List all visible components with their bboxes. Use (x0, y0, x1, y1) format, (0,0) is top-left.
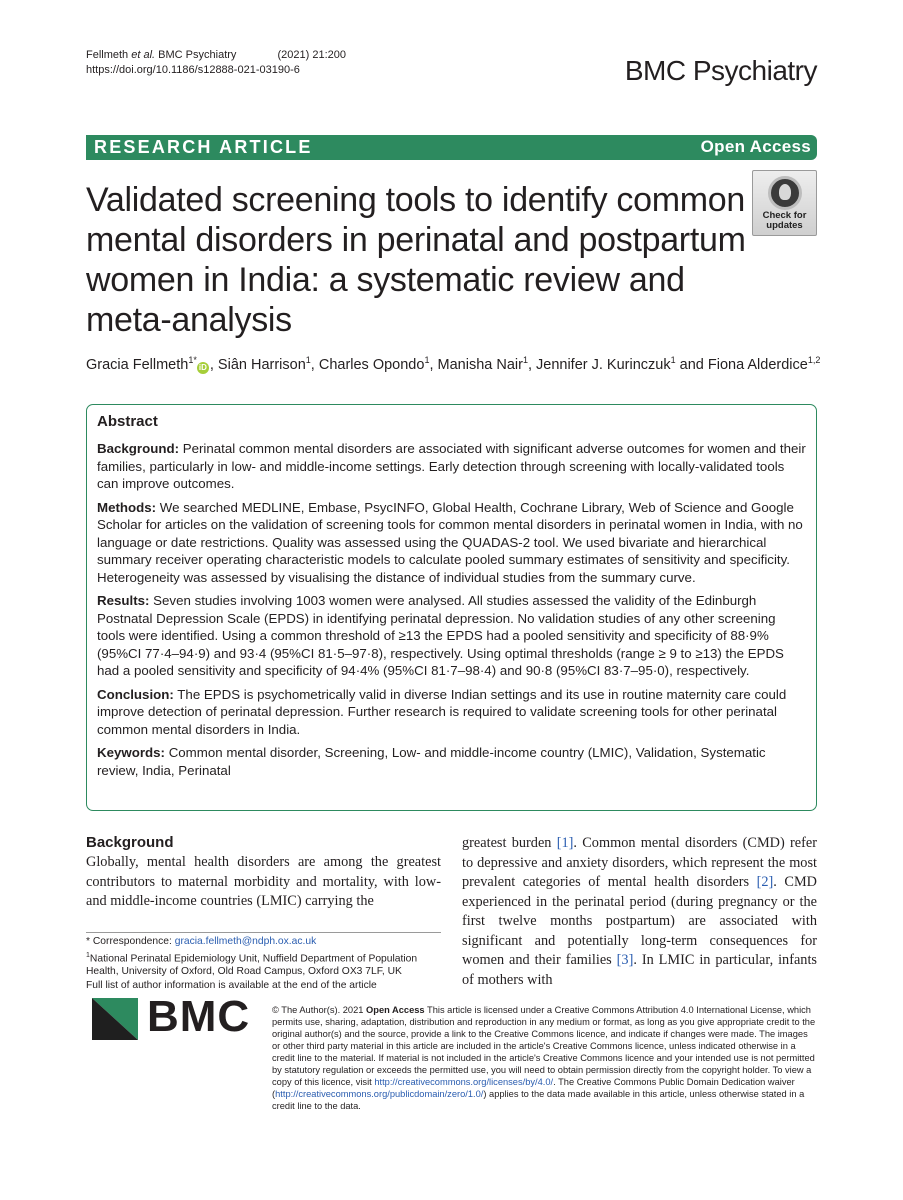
article-type-banner (86, 135, 817, 160)
author-name[interactable]: Fiona Alderdice (707, 356, 808, 373)
citation-link[interactable]: [1] (556, 835, 574, 851)
cc-by-license-link[interactable]: http://creativecommons.org/licenses/by/4.0/ (374, 1077, 554, 1087)
running-header (86, 48, 346, 78)
authors-conjunction: and (679, 356, 704, 373)
check-for-updates-button[interactable] (752, 170, 817, 236)
author-name[interactable]: Jennifer J. Kurinczuk (536, 356, 671, 373)
body-text-left-column: Globally, mental health disorders are among the greatest contributors to maternal morbidity and mortality, with low- and middle-income countries (LMIC) carrying the (86, 854, 441, 909)
check-for-updates-text: Check for updates (762, 210, 807, 231)
citation-year-volume: (2021) 21:200 (277, 49, 346, 61)
author-list: Gracia Fellmeth$^{1*}$iD , Siân Harrison$^1$, Charles Opondo$^1$, Manisha Nair$^1$, Jennifer J. Kurinczuk$^1$ and Fiona Alderdice$^{1,2}$ (86, 355, 821, 373)
correspondence-email-link[interactable]: gracia.fellmeth@ndph.ox.ac.uk (174, 936, 317, 947)
author-name[interactable]: Siân Harrison (217, 356, 306, 373)
author-name[interactable]: Gracia Fellmeth (86, 356, 189, 373)
body-text-right-column: greatest burden [1]. Common mental disorders (CMD) refer to depressive and anxiety disorders, which represent the most prevalent categories of mental health disorders [2]. CMD experienced in the perinatal period (during pregnancy or the first twelve months postpartum) are associated with significant and potentially long-term consequences for women and their families [3]. In LMIC in particular, infants of mothers with (462, 835, 817, 988)
bmc-publisher-logo (92, 992, 262, 1042)
article-title: Validated screening tools to identify common mental disorders in perinatal and postpartum women in India: a systematic review and meta-analysis (86, 181, 746, 339)
affiliation: National Perinatal Epidemiology Unit, Nuffield Department of Population Health, University of Oxford, Old Road Campus, Oxford OX3 7LF, UK (86, 952, 418, 978)
section-heading-background: Background (86, 834, 174, 851)
abstract-methods: Methods: We searched MEDLINE, Embase, PsycINFO, Global Health, Cochrane Library, Web of Science and Google Scholar for articles on the validation of screening tools for common mental disorders in perinatal women in India, with no language or date restrictions. Quality was assessed using the QUADAS-2 tool. We used bivariate and hierarchical summary receiver operating characteristic models to calculate pooled summary estimates of sensitivity and specificity. Heterogeneity was assessed by visualising the distance of individual studies from the summary curve. (97, 499, 803, 585)
citation-link[interactable]: [2] (756, 874, 774, 890)
author-name[interactable]: Manisha Nair (437, 356, 523, 373)
check-for-updates-icon (768, 176, 802, 210)
citation-link[interactable]: [3] (616, 952, 634, 968)
abstract-results: Results: Seven studies involving 1003 women were analysed. All studies assessed the validity of the Edinburgh Postnatal Depression Scale (EPDS) in identifying perinatal depression. No validation studies of any other screening tools were identified. Using a common threshold of ≥13 the EPDS had a pooled sensitivity and specificity of 88·9% (95%CI 77·4–94·9) and 93·4 (95%CI 81·5–97·8), respectively. Using optimal thresholds (range ≥ 9 to ≥13) the EPDS had a pooled sensitivity and specificity of 94·4% (95%CI 81·7–98·4) and 90·8 (95%CI 83·7–95·0), respectively. (97, 593, 784, 678)
abstract-box (86, 404, 817, 811)
bmc-logo-icon (92, 998, 138, 1040)
bmc-logo-text: BMC (147, 992, 251, 1041)
abstract-background: Background: Perinatal common mental disorders are associated with significant adverse outcomes for women and their families, particularly in low- and middle-income settings. Early detection through screening with locally-validated tools can improve outcomes. (97, 441, 806, 491)
cc-zero-waiver-link[interactable]: http://creativecommons.org/publicdomain/zero/1.0/ (275, 1089, 484, 1099)
footnotes: * Correspondence: gracia.fellmeth@ndph.ox.ac.uk $^1$National Perinatal Epidemiology Unit, Nuffield Department of Population Health, University of Oxford, Old Road Campus, Oxford OX3 7LF, UK Full list of author information is available at the end of the article (86, 935, 446, 992)
author-name[interactable]: Charles Opondo (318, 356, 425, 373)
doi-link[interactable]: https://doi.org/10.1186/s12888-021-03190-6 (86, 64, 300, 76)
orcid-icon[interactable]: iD (198, 362, 207, 372)
citation-author: Fellmeth (86, 49, 129, 61)
citation-etal: et al. (131, 49, 156, 61)
open-access-label: Open Access (700, 137, 811, 156)
full-author-info-note: Full list of author information is available at the end of the article (86, 979, 377, 991)
abstract-heading: Abstract (97, 413, 158, 430)
citation-journal: BMC Psychiatry (158, 49, 237, 61)
abstract-conclusion: Conclusion: The EPDS is psychometrically valid in diverse Indian settings and its use in routine maternity care could improve detection of perinatal depression. Further research is required to validate screening tools for other perinatal common mental disorders in India. (97, 686, 787, 737)
article-type-label: RESEARCH ARTICLE (94, 137, 313, 157)
license-statement: © The Author(s). 2021 Open Access This article is licensed under a Creative Commons Attribution 4.0 International License, which permits use, sharing, adaptation, distribution and reproduction in any medium or format, as long as you give appropriate credit to the original author(s) and the source, provide a link to the Creative Commons licence, and indicate if changes were made. The images or other third party material in this article are included in the article's Creative Commons licence, unless indicated otherwise in a credit line to the material. If material is not included in the article's Creative Commons licence and your intended use is not permitted by statutory regulation or exceeds the permitted use, you will need to obtain permission directly from the copyright holder. To view a copy of this licence, visit http://creativecommons.org/licenses/by/4.0/. The Creative Commons Public Domain Dedication waiver (http://creativecommons.org/publicdomain/zero/1.0/) applies to the data made available in this article, unless otherwise stated in a credit line to the data. (272, 1005, 816, 1111)
journal-name: BMC Psychiatry (624, 55, 817, 86)
footnote-divider (86, 932, 441, 933)
abstract-keywords: Keywords: Common mental disorder, Screening, Low- and middle-income country (LMIC), Validation, Systematic review, India, Perinatal (97, 745, 766, 778)
